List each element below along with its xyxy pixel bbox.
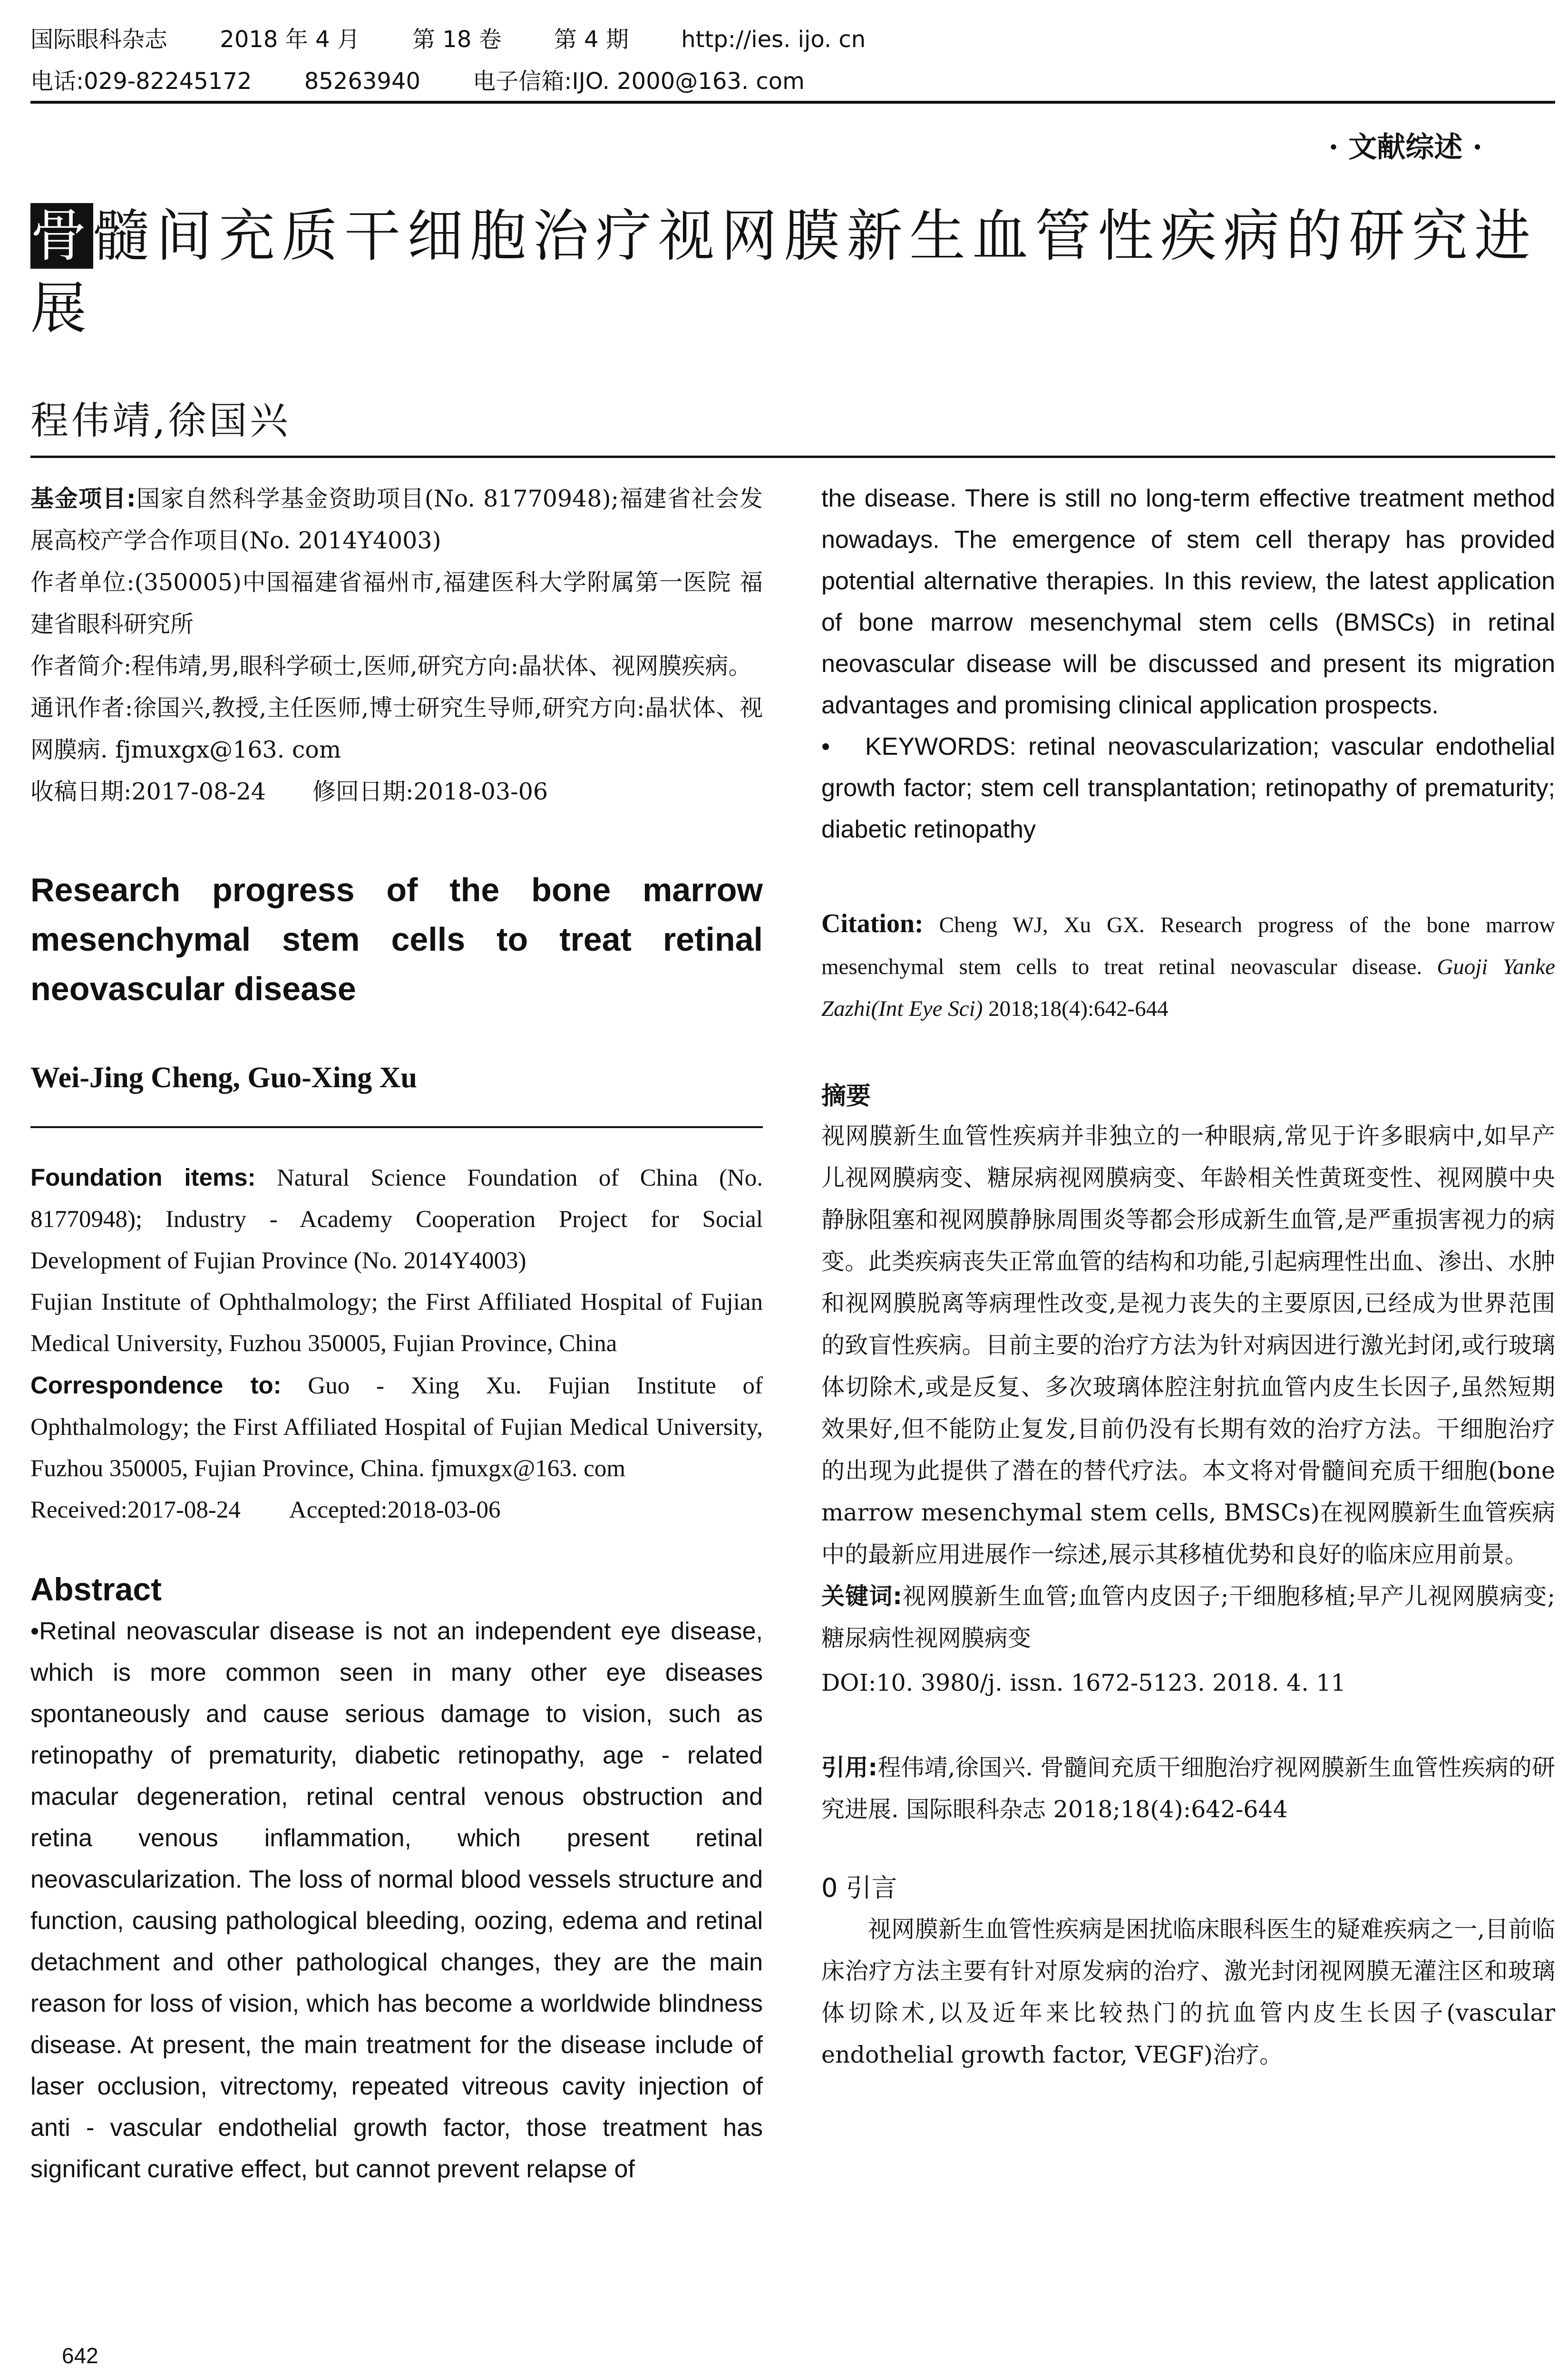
title-english: Research progress of the bone marrow mesenchymal stem cells to treat retinal neovascular disease <box>30 871 763 1007</box>
title-chinese <box>30 200 1557 344</box>
correspondence-en: Correspondence to: Guo - Xing Xu. Fujian Institute of Ophthalmology; the First Affiliated Hospital of Fujian Medical University, Fuzhou 350005, Fujian Province, China. fjmuxgx@163. com <box>30 1372 763 1482</box>
title-rule <box>30 456 1555 458</box>
intro-heading: 0 引言 <box>821 1873 897 1903</box>
phone-1: 电话:029-82245172 <box>30 68 252 95</box>
correspondence-zh: 通讯作者:徐国兴,教授,主任医师,博士研究生导师,研究方向:晶状体、视网膜病. fjmuxgx@163. com <box>30 694 763 763</box>
author-unit-zh: 作者单位:(350005)中国福建省福州市,福建医科大学附属第一医院 福建省眼科研究所 <box>30 569 763 638</box>
header-rule <box>30 101 1555 104</box>
abstract-continued: the disease. There is still no long-term effective treatment method nowadays. The emergence of stem cell therapy has provided potential alternative therapies. In this review, the latest application of bone marrow mesenchymal stem cells (BMSCs) in retinal neovascular disease will be discussed and present its migration advantages and promising clinical application prospects. <box>821 485 1555 719</box>
left-column <box>30 478 763 2190</box>
page-number: 642 <box>62 2343 98 2368</box>
doi: DOI:10. 3980/j. issn. 1672-5123. 2018. 4. 11 <box>821 1669 1346 1696</box>
abstract-zh-heading: 摘要 <box>821 1082 871 1111</box>
affiliation-en: Fujian Institute of Ophthalmology; the First Affiliated Hospital of Fujian Medical University, Fuzhou 350005, Fujian Province, China <box>30 1289 763 1357</box>
intro-text: 视网膜新生血管性疾病是困扰临床眼科医生的疑难疾病之一,目前临床治疗方法主要有针对原发病的治疗、激光封闭视网膜无灌注区和玻璃体切除术,以及近年来比较热门的抗血管内皮生长因子(vascular endothelial growth factor, VEGF)治疗。 <box>821 1916 1555 2068</box>
section-tag: · 文献综述 · <box>1328 131 1482 164</box>
abstract-zh: 视网膜新生血管性疾病并非独立的一种眼病,常见于许多眼病中,如早产儿视网膜病变、糖尿病视网膜病变、年龄相关性黄斑变性、视网膜中央静脉阻塞和视网膜静脉周围炎等都会形成新生血管,是严重损害视力的病变。此类疾病丧失正常血管的结构和功能,引起病理性出血、渗出、水肿和视网膜脱离等病理性改变,是视力丧失的主要原因,已经成为世界范围的致盲性疾病。目前主要的治疗方法为针对病因进行激光封闭,或行玻璃体切除术,或是反复、多次玻璃体腔注射抗血管内皮生长因子,虽然短期效果好,但不能防止复发,目前仍没有长期有效的治疗方法。干细胞治疗的出现为此提供了潜在的替代疗法。本文将对骨髓间充质干细胞(bone marrow mesenchymal stem cells, BMSCs)在视网膜新生血管疾病中的最新应用进展作一综述,展示其移植优势和良好的临床应用前景。 <box>821 1122 1555 1568</box>
foundation-en: Foundation items: Natural Science Foundation of China (No. 81770948); Industry - Academy Cooperation Project for Social Development of Fujian Province (No. 2014Y4003) <box>30 1164 763 1274</box>
title-rest: 髓间充质干细胞治疗视网膜新生血管性疾病的研究进展 <box>30 203 1538 341</box>
foundation-zh: 基金项目:国家自然科学基金资助项目(No. 81770948);福建省社会发展高校产学合作项目(No. 2014Y4003) <box>30 485 763 554</box>
journal-header-line1 <box>30 21 911 54</box>
dates-zh: 收稿日期:2017-08-24 修回日期:2018-03-06 <box>30 778 548 805</box>
title-dropcap: 骨 <box>30 203 94 269</box>
abstract-heading: Abstract <box>30 1571 162 1607</box>
keywords-en: • KEYWORDS: retinal neovascularization; vascular endothelial growth factor; stem cell transplantation; retinopathy of prematurity; diabetic retinopathy <box>821 733 1555 843</box>
authors-english: Wei-Jing Cheng, Guo-Xing Xu <box>30 1062 418 1094</box>
author-bio-zh: 作者简介:程伟靖,男,眼科学硕士,医师,研究方向:晶状体、视网膜疾病。 <box>30 653 752 680</box>
journal-name: 国际眼科杂志 <box>30 26 168 53</box>
dates-en: Received:2017-08-24 Accepted:2018-03-06 <box>30 1497 501 1523</box>
journal-url: http://ies. ijo. cn <box>681 26 866 53</box>
abstract-text: •Retinal neovascular disease is not an independent eye disease, which is more common seen in many other eye diseases spontaneously and cause serious damage to vision, such as retinopathy of prematurity, diabetic retinopathy, age - related macular degeneration, retinal central venous obstruction and retina venous inflammation, which present retinal neovascularization. The loss of normal blood vessels structure and function, causing pathological bleeding, oozing, edema and retinal detachment and other pathological changes, they are the main reason for loss of vision, which has become a worldwide blindness disease. At present, the main treatment for the disease include of laser occlusion, vitrectomy, repeated vitreous cavity injection of anti - vascular endothelial growth factor, those treatment has significant curative effect, but cannot prevent relapse of <box>30 1617 763 2183</box>
left-rule <box>30 1126 763 1128</box>
journal-email: 电子信箱:IJO. 2000@163. com <box>473 68 805 95</box>
keywords-zh: 关键词:视网膜新生血管;血管内皮因子;干细胞移植;早产儿视网膜病变;糖尿病性视网膜病变 <box>821 1583 1555 1652</box>
citation-en: Citation: Cheng WJ, Xu GX. Research progress of the bone marrow mesenchymal stem cells to treat retinal neovascular disease. Guoji Yanke Zazhi(Int Eye Sci) 2018;18(4):642-644 <box>821 909 1555 1021</box>
journal-header-line2 <box>30 63 850 96</box>
issue-date: 2018 年 4 月 <box>220 26 360 53</box>
right-column <box>821 478 1555 2076</box>
issue-number: 第 4 期 <box>554 26 629 53</box>
volume: 第 18 卷 <box>412 26 502 53</box>
citation-zh: 引用:程伟靖,徐国兴. 骨髓间充质干细胞治疗视网膜新生血管性疾病的研究进展. 国际眼科杂志 2018;18(4):642-644 <box>821 1754 1555 1823</box>
phone-2: 85263940 <box>304 68 421 95</box>
authors-chinese: 程伟靖,徐国兴 <box>30 399 291 443</box>
